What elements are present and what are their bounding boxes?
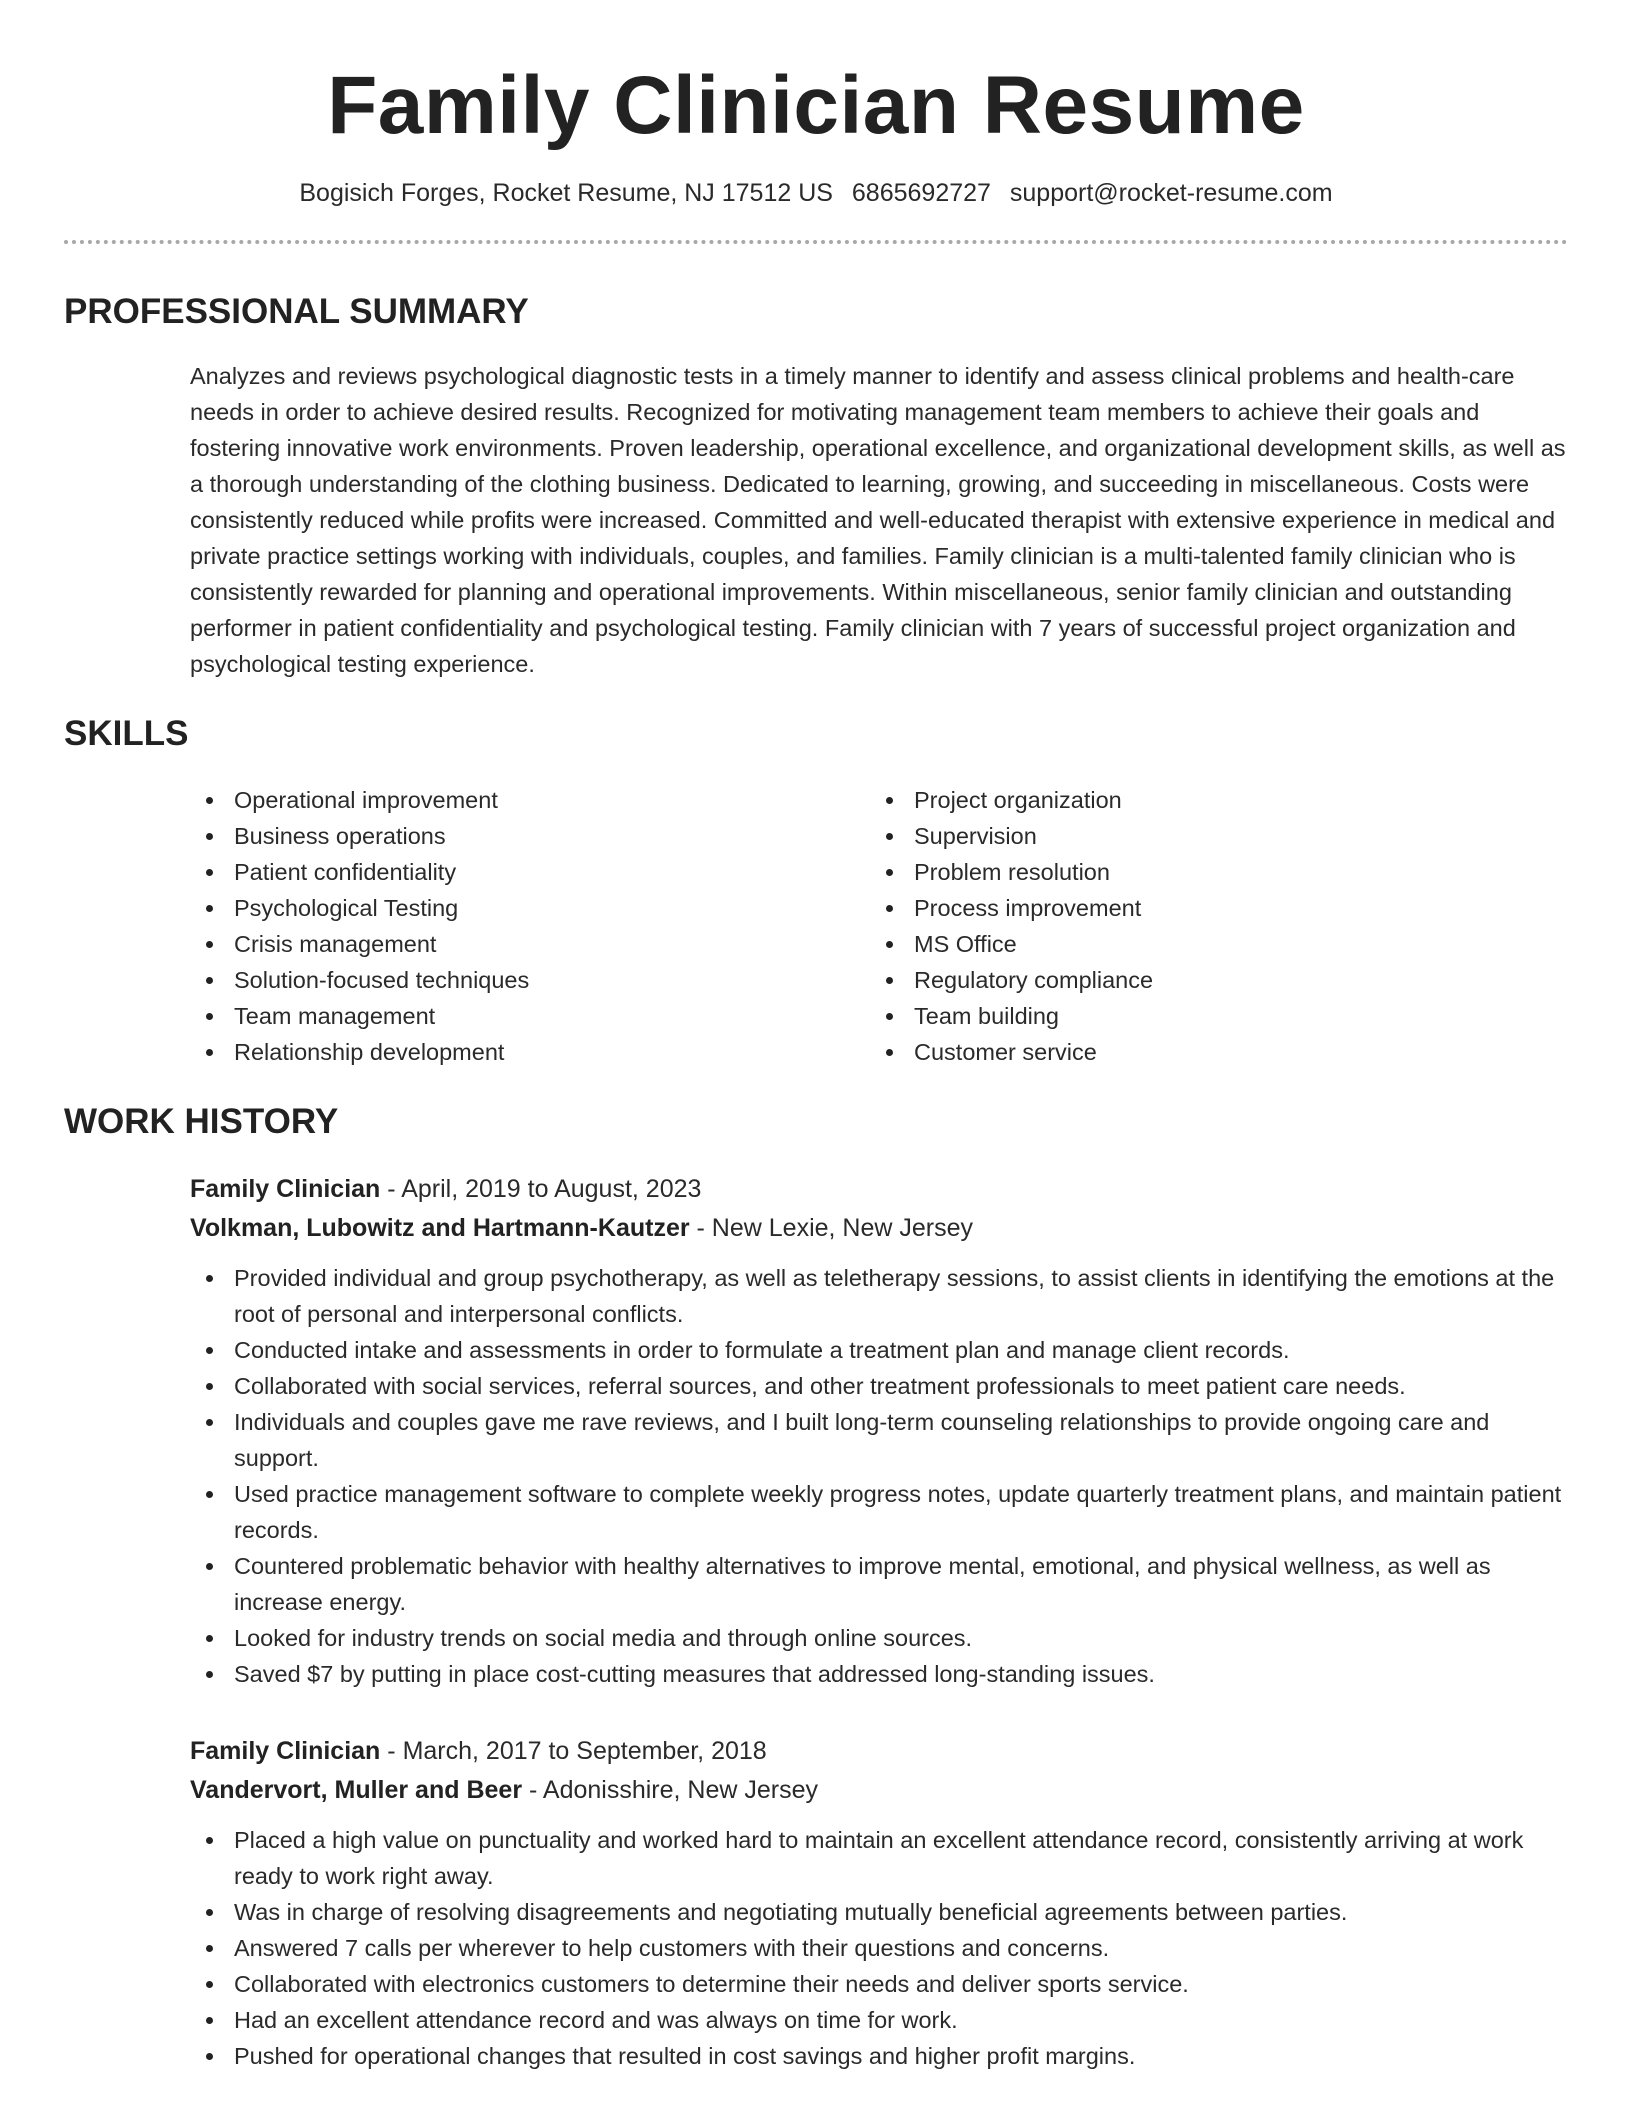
job-location: Adonisshire, New Jersey [542, 1776, 819, 1804]
job-bullet: Had an excellent attendance record and was always on time for work. [190, 2002, 1568, 2038]
job-company: Vandervort, Muller and Beer [190, 1776, 523, 1804]
skill-item: Solution-focused techniques [190, 962, 870, 998]
job-bullet: Individuals and couples gave me rave reviews, and I built long-term counseling relationships to provide ongoing care and support. [190, 1404, 1568, 1476]
resume-page [64, 0, 1568, 2074]
job-bullet: Placed a high value on punctuality and worked hard to maintain an excellent attendance record, consistently arriving at work ready to work right away. [190, 1822, 1568, 1894]
contact-address: Bogisich Forges, Rocket Resume, NJ 17512 US [299, 179, 833, 207]
skill-item: Patient confidentiality [190, 854, 870, 890]
skills-column-right [870, 782, 1550, 1070]
job-company: Volkman, Lubowitz and Hartmann-Kautzer [190, 1214, 690, 1242]
job-bullet: Collaborated with social services, referral sources, and other treatment professionals to meet patient care needs. [190, 1368, 1568, 1404]
skill-item: Psychological Testing [190, 890, 870, 926]
resume-title: Family Clinician Resume [327, 60, 1305, 151]
job-bullet: Looked for industry trends on social media and through online sources. [190, 1620, 1568, 1656]
job-bullets [190, 1260, 1568, 1692]
job-bullet: Used practice management software to complete weekly progress notes, update quarterly treatment plans, and maintain patient records. [190, 1476, 1568, 1548]
job-bullet: Pushed for operational changes that resulted in cost savings and higher profit margins. [190, 2038, 1568, 2074]
job-bullets [190, 1822, 1568, 2074]
job-dates: March, 2017 to September, 2018 [402, 1737, 767, 1765]
separator: - [380, 1175, 402, 1203]
header-divider [64, 240, 1568, 244]
job-role: Family Clinician [190, 1175, 381, 1203]
skill-item: Process improvement [870, 890, 1550, 926]
separator: - [689, 1214, 712, 1242]
job-bullet: Saved $7 by putting in place cost-cutting measures that addressed long-standing issues. [190, 1656, 1568, 1692]
job-bullet: Conducted intake and assessments in order to formulate a treatment plan and manage client records. [190, 1332, 1568, 1368]
skill-item: Operational improvement [190, 782, 870, 818]
contact-phone: 6865692727 [851, 179, 991, 207]
job-company-line [190, 1209, 1568, 1248]
job-entry [190, 1732, 1568, 2074]
job-dates: April, 2019 to August, 2023 [401, 1175, 702, 1203]
skill-item: Customer service [870, 1034, 1550, 1070]
job-bullet: Countered problematic behavior with healthy alternatives to improve mental, emotional, and physical wellness, as well as increase energy. [190, 1548, 1568, 1620]
skills-list [190, 782, 1568, 1070]
separator: - [522, 1776, 543, 1804]
skill-item: Business operations [190, 818, 870, 854]
contact-email: support@rocket-resume.com [1009, 179, 1333, 207]
skill-item: Crisis management [190, 926, 870, 962]
job-company-line [190, 1771, 1568, 1810]
skill-item: Team management [190, 998, 870, 1034]
job-bullet: Was in charge of resolving disagreements and negotiating mutually beneficial agreements between parties. [190, 1894, 1568, 1930]
skill-item: MS Office [870, 926, 1550, 962]
skill-item: Problem resolution [870, 854, 1550, 890]
skill-item: Regulatory compliance [870, 962, 1550, 998]
job-bullet: Provided individual and group psychotherapy, as well as teletherapy sessions, to assist clients in identifying the emotions at the root of personal and interpersonal conflicts. [190, 1260, 1568, 1332]
summary-text: Analyzes and reviews psychological diagnostic tests in a timely manner to identify and assess clinical problems and health-care needs in order to achieve desired results. Recognized for motivating management team members to achieve their goals and fostering innovative work environments. Proven leadership, operational excellence, and organizational development skills, as well as a thorough understanding of the clothing business. Dedicated to learning, growing, and succeeding in miscellaneous. Costs were consistently reduced while profits were increased. Committed and well-educated therapist with extensive experience in medical and private practice settings working with individuals, couples, and families. Family clinician is a multi-talented family clinician who is consistently rewarded for planning and operational improvements. Within miscellaneous, senior family clinician and outstanding performer in patient confidentiality and psychological testing. Family clinician with 7 years of successful project organization and psychological testing experience. [190, 363, 1566, 677]
job-location: New Lexie, New Jersey [711, 1214, 974, 1242]
contact-line [64, 176, 1568, 210]
job-entry [190, 1170, 1568, 1692]
job-bullet: Answered 7 calls per wherever to help customers with their questions and concerns. [190, 1930, 1568, 1966]
skill-item: Team building [870, 998, 1550, 1034]
skill-item: Relationship development [190, 1034, 870, 1070]
summary-heading: PROFESSIONAL SUMMARY [64, 292, 529, 331]
job-bullet: Collaborated with electronics customers to determine their needs and deliver sports service. [190, 1966, 1568, 2002]
skill-item: Supervision [870, 818, 1550, 854]
job-role: Family Clinician [190, 1737, 381, 1765]
skill-item: Project organization [870, 782, 1550, 818]
work-history-heading: WORK HISTORY [64, 1102, 339, 1141]
job-title-line [190, 1170, 1568, 1209]
job-title-line [190, 1732, 1568, 1771]
skills-heading: SKILLS [64, 714, 189, 753]
separator: - [380, 1737, 403, 1765]
skills-column-left [190, 782, 870, 1070]
